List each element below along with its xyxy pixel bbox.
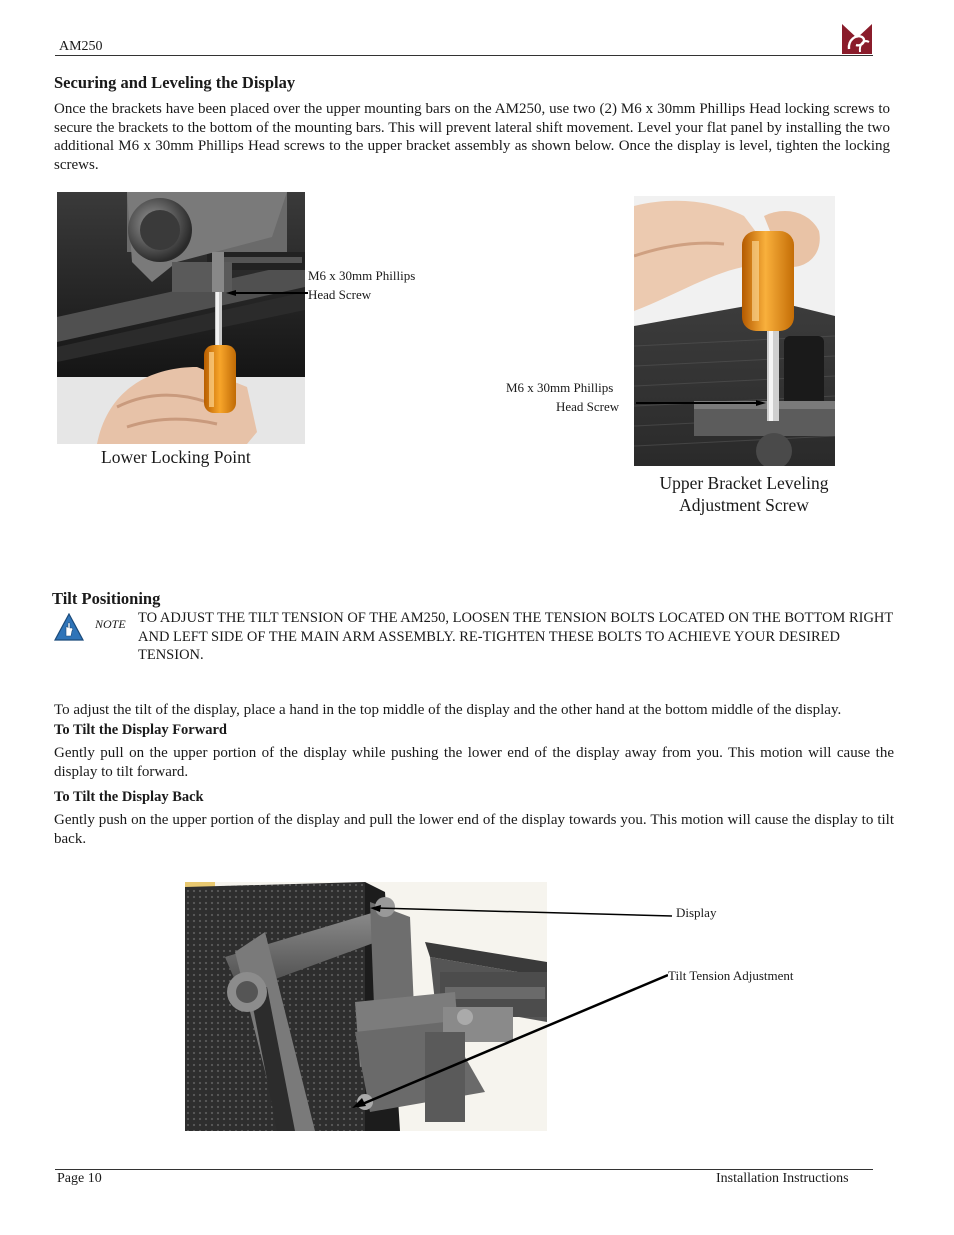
section-title-securing: Securing and Leveling the Display [54,73,296,92]
caption-upper-bracket-line2: Adjustment Screw [679,495,809,515]
tilt-back-title: To Tilt the Display Back [54,789,204,805]
label-display: Display [676,905,717,920]
tilt-forward-text: Gently pull on the upper portion of the display while pushing the lower end of the display away from you. This motion will cause the display to tilt forward. [54,745,894,780]
brand-logo [840,22,874,56]
arrow-lower-screw [226,283,308,289]
securing-paragraph: Once the brackets have been placed over the upper mounting bars on the AM250, use two (2) M6 x 30mm Phillips Head locking screws to secure the brackets to the bottom of the mounting bars. This will prevent lateral shift movement. Level your flat panel by installing the two additional M6 x 30mm Phillips Head screws to the upper bracket assembly as shown below. Once the display is level, tighten the locking screws. [54,101,890,174]
note-hand-icon [54,613,84,641]
caption-lower-locking-point: Lower Locking Point [101,447,251,467]
label-lower-screw-line1: M6 x 30mm Phillips [308,268,416,283]
tilt-forward-title: To Tilt the Display Forward [54,722,227,738]
arrow-display [370,905,672,919]
footer-rule [55,1169,873,1170]
section-title-tilt: Tilt Positioning [52,589,161,608]
header-model: AM250 [59,39,103,54]
arrow-tilt-tension [352,973,668,1109]
label-upper-screw-line2: Head Screw [556,399,620,414]
photo-upper-bracket-leveling [634,196,835,466]
note-label: NOTE [95,617,126,631]
arrow-upper-screw [636,393,766,399]
footer-page-number: Page 10 [57,1171,102,1186]
tilt-back-text: Gently push on the upper portion of the display and pull the lower end of the display towards you. This motion will cause the display to tilt back. [54,812,894,847]
header-rule [55,55,873,56]
label-tilt-tension: Tilt Tension Adjustment [668,968,794,983]
label-upper-screw-line1: M6 x 30mm Phillips [506,380,614,395]
label-lower-screw-line2: Head Screw [308,287,372,302]
caption-upper-bracket-line1: Upper Bracket Leveling [659,473,829,493]
tilt-intro: To adjust the tilt of the display, place a hand in the top middle of the display and the other hand at the bottom middle of the display. [54,702,842,718]
note-text: TO ADJUST THE TILT TENSION OF THE AM250, LOOSEN THE TENSION BOLTS LOCATED ON THE BOTTOM RIGHT AND LEFT SIDE OF THE MAIN ARM ASSEMBLY. RE-TIGHTEN THESE BOLTS TO ACHIEVE YOUR DESIRED TENSION. [138,610,893,663]
footer-doc-title: Installation Instructions [716,1171,849,1186]
photo-lower-locking-point [57,192,305,444]
